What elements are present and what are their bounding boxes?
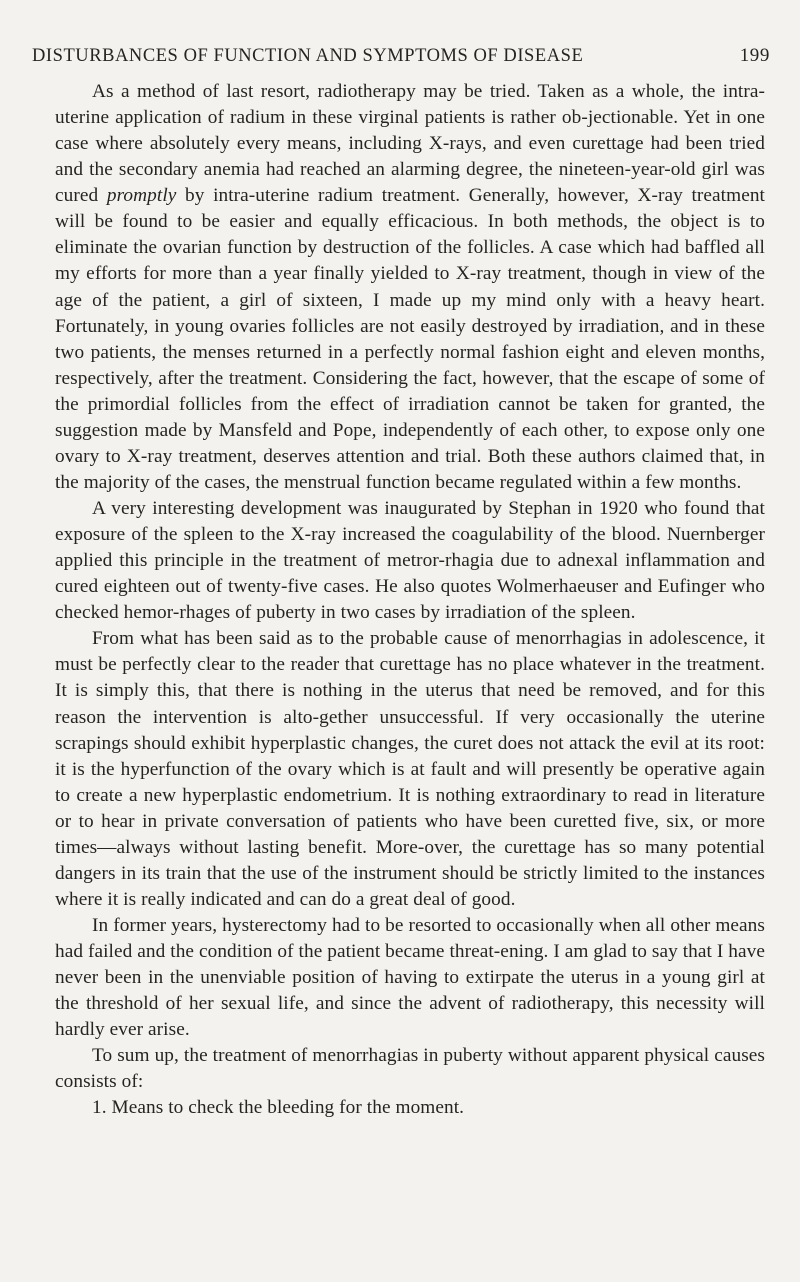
running-head <box>32 45 770 75</box>
page-number: 199 <box>739 45 770 66</box>
paragraph-spleen-irradiation: A very interesting development was inaugurated by Stephan in 1920 who found that exposure of the spleen to the X-ray increased the coagulability of the blood. Nuernberger applied this principle in the treatment of metror-rhagia due to adnexal inflammation and cured eighteen out of twenty-five cases. He also quotes Wolmerhaeuser and Eufinger who checked hemor-rhages of puberty in two cases by irradiation of the spleen. <box>55 498 765 624</box>
body-text <box>55 79 765 1122</box>
paragraph-radiotherapy <box>55 79 765 496</box>
emphasis-promptly: promptly <box>106 185 177 207</box>
list-item-first-treatment: 1. Means to check the bleeding for the moment. <box>92 1097 465 1119</box>
paragraph-summary: To sum up, the treatment of menorrhagias in puberty without apparent physical causes consists of: <box>55 1045 765 1093</box>
running-title: DISTURBANCES OF FUNCTION AND SYMPTOMS OF DISEASE <box>32 46 584 66</box>
paragraph-hysterectomy: In former years, hysterectomy had to be resorted to occasionally when all other means had failed and the condition of the patient became threat-ening. I am glad to say that I have never been in the unenviable position of having to extirpate the uterus in a young girl at the threshold of her sexual life, and since the advent of radiotherapy, this necessity will hardly ever arise. <box>55 915 765 1041</box>
paragraph-radiotherapy-text-after-emphasis: by intra-uterine radium treatment. Generally, however, X-ray treatment will be found to be easier and equally efficacious. In both methods, the object is to eliminate the ovarian function by destruction of the follicles. A case which had baffled all my efforts for more than a year finally yielded to X-ray treatment, though in view of the age of the patient, a girl of sixteen, I made up my mind only with a heavy heart. Fortunately, in young ovaries follicles are not easily destroyed by irradiation, and in these two patients, the menses returned in a perfectly normal fashion eight and eleven months, respectively, after the treatment. Considering the fact, however, that the escape of some of the primordial follicles from the effect of irradiation cannot be taken for granted, the suggestion made by Mansfeld and Pope, independently of each other, to expose only one ovary to X-ray treatment, deserves attention and trial. Both these authors claimed that, in the majority of the cases, the menstrual function became regulated within a few months. <box>55 185 765 493</box>
paragraph-curettage: From what has been said as to the probable cause of menorrhagias in adolescence, it must be perfectly clear to the reader that curettage has no place whatever in the treatment. It is simply this, that there is nothing in the uterus that need be removed, and for this reason the intervention is alto-gether unsuccessful. If very occasionally the uterine scrapings should exhibit hyperplastic changes, the curet does not attack the evil at its root: it is the hyperfunction of the ovary which is at fault and will presently be operative again to create a new hyperplastic endometrium. It is nothing extraordinary to read in literature or to hear in private conversation of patients who have been curetted five, six, or more times—always without lasting benefit. More-over, the curettage has so many potential dangers in its train that the use of the instrument should be strictly limited to the instances where it is really indicated and can do a great deal of good. <box>55 628 765 910</box>
paragraph-radiotherapy-text-before-emphasis: As a method of last resort, radiotherapy may be tried. Taken as a whole, the intra-uterine application of radium in these virginal patients is rather ob-jectionable. Yet in one case where absolutely every means, including X-rays, and even curettage had been tried and the secondary anemia had reached an alarming degree, the nineteen-year-old girl was cured <box>55 81 765 207</box>
